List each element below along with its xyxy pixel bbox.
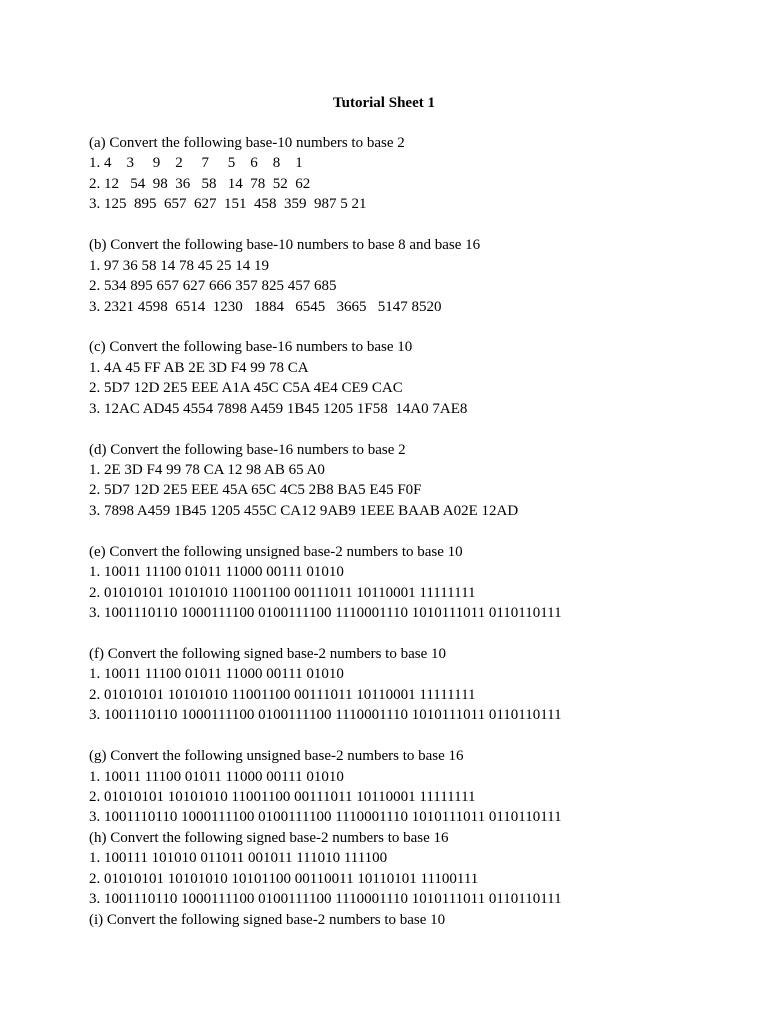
list-item: 1. 100111 101010 011011 001011 111010 111100: [89, 850, 388, 867]
list-item: 3. 7898 A459 1B45 1205 455C CA12 9AB9 1EEE BAAB A02E 12AD: [89, 502, 519, 519]
list-item: 2. 01010101 10101010 11001100 00111011 10110001 11111111: [89, 686, 476, 703]
list-item: 2. 5D7 12D 2E5 EEE A1A 45C C5A 4E4 CE9 CAC: [89, 380, 403, 397]
section-e: [89, 542, 749, 624]
section-heading: (h) Convert the following signed base-2 numbers to base 16: [89, 829, 449, 846]
section-heading: (i) Convert the following signed base-2 numbers to base 10: [89, 911, 446, 928]
section-heading: (g) Convert the following unsigned base-2 numbers to base 16: [89, 748, 464, 765]
list-item: 2. 534 895 657 627 666 357 825 457 685: [89, 278, 337, 295]
section-heading: (c) Convert the following base-16 numbers to base 10: [89, 339, 413, 356]
list-item: 1. 4 3 9 2 7 5 6 8 1: [89, 155, 303, 172]
list-item: 3. 1001110110 1000111100 0100111100 1110001110 1010111011 0110110111: [89, 707, 562, 724]
exercise-list: [89, 133, 749, 930]
list-item: 3. 12AC AD45 4554 7898 A459 1B45 1205 1F58 14A0 7AE8: [89, 400, 468, 417]
list-item: 1. 97 36 58 14 78 45 25 14 19: [89, 257, 269, 274]
list-item: 3. 1001110110 1000111100 0100111100 1110001110 1010111011 0110110111: [89, 809, 562, 826]
section-heading: (f) Convert the following signed base-2 numbers to base 10: [89, 645, 447, 662]
section-g: [89, 746, 749, 828]
section-b: [89, 235, 749, 317]
section-f: [89, 644, 749, 726]
list-item: 2. 12 54 98 36 58 14 78 52 62: [89, 175, 311, 192]
section-i: [89, 910, 749, 930]
list-item: 2. 01010101 10101010 11001100 00111011 10110001 11111111: [89, 789, 476, 805]
list-item: 3. 125 895 657 627 151 458 359 987 5 21: [89, 196, 367, 213]
section-a: [89, 133, 749, 215]
section-heading: (d) Convert the following base-16 numbers to base 2: [89, 441, 406, 458]
list-item: 2. 01010101 10101010 10101100 00110011 10110101 11100111: [89, 870, 479, 887]
list-item: 1. 10011 11100 01011 11000 00111 01010: [89, 768, 344, 785]
section-heading: (e) Convert the following unsigned base-2 numbers to base 10: [89, 543, 463, 560]
list-item: 2. 01010101 10101010 11001100 00111011 10110001 11111111: [89, 584, 476, 601]
list-item: 3. 1001110110 1000111100 0100111100 1110001110 1010111011 0110110111: [89, 605, 562, 622]
list-item: 1. 10011 11100 01011 11000 00111 01010: [89, 666, 344, 683]
section-d: [89, 440, 749, 522]
section-h: [89, 828, 749, 910]
page-title: Tutorial Sheet 1: [333, 95, 435, 111]
section-heading: (a) Convert the following base-10 numbers to base 2: [89, 135, 405, 151]
list-item: 2. 5D7 12D 2E5 EEE 45A 65C 4C5 2B8 BA5 E45 F0F: [89, 482, 422, 499]
section-c: [89, 337, 749, 419]
list-item: 1. 4A 45 FF AB 2E 3D F4 99 78 CA: [89, 359, 309, 376]
list-item: 3. 1001110110 1000111100 0100111100 1110001110 1010111011 0110110111: [89, 891, 562, 908]
list-item: 1. 2E 3D F4 99 78 CA 12 98 AB 65 A0: [89, 462, 325, 478]
list-item: 1. 10011 11100 01011 11000 00111 01010: [89, 564, 344, 581]
list-item: 3. 2321 4598 6514 1230 1884 6545 3665 5147 8520: [89, 298, 442, 315]
section-heading: (b) Convert the following base-10 numbers to base 8 and base 16: [89, 237, 481, 254]
